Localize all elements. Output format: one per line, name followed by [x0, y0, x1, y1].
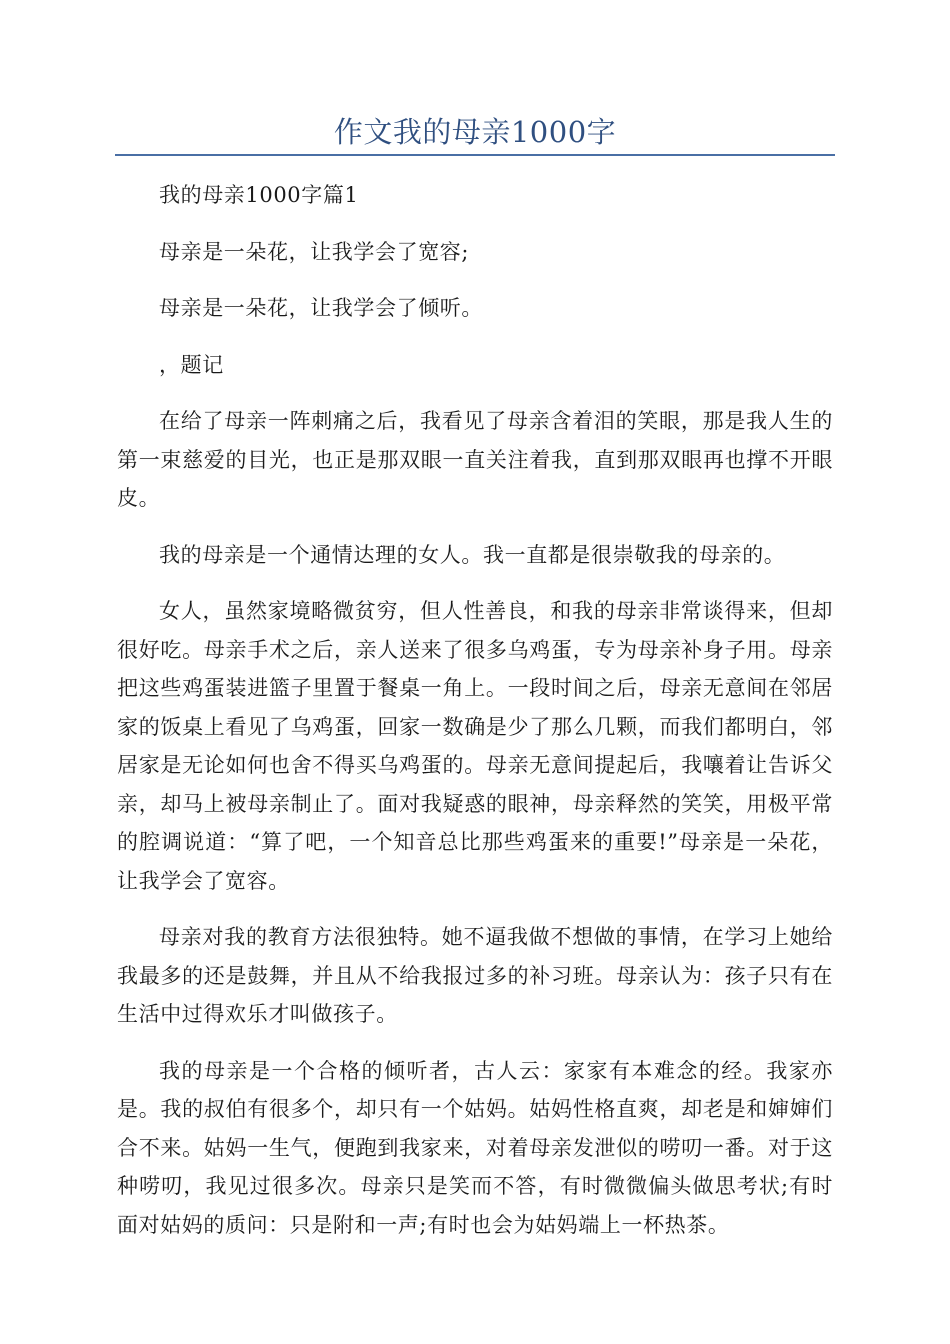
- paragraph: 母亲对我的教育方法很独特。她不逼我做不想做的事情，在学习上她给我最多的还是鼓舞，并且从不给我报过多的补习班。母亲认为：孩子只有在生活中过得欢乐才叫做孩子。: [117, 925, 833, 1026]
- paragraph: ，题记: [159, 352, 224, 377]
- title-underline: [115, 154, 835, 156]
- paragraph-heading: 我的母亲1000字篇1: [159, 183, 359, 207]
- paragraph: 我的母亲是一个通情达理的女人。我一直都是很崇敬我的母亲的。: [159, 542, 786, 567]
- paragraph: 女人，虽然家境略微贫穷，但人性善良，和我的母亲非常谈得来，但却很好吃。母亲手术之后，亲人送来了很多乌鸡蛋，专为母亲补身子用。母亲把这些鸡蛋装进篮子里置于餐桌一角上。一段时间之后，母亲无意间在邻居家的饭桌上看见了乌鸡蛋，回家一数确是少了那么几颗，而我们都明白，邻居家是无论如何也舍不得买乌鸡蛋的。母亲无意间提起后，我嚷着让告诉父亲，却马上被母亲制止了。面对我疑惑的眼神，母亲释然的笑笑，用极平常的腔调说道：“算了吧，一个知音总比那些鸡蛋来的重要!”母亲是一朵花，让我学会了宽容。: [117, 599, 833, 893]
- paragraph: 我的母亲是一个合格的倾听者，古人云：家家有本难念的经。我家亦是。我的叔伯有很多个，却只有一个姑妈。姑妈性格直爽，却老是和婶婶们合不来。姑妈一生气，便跑到我家来，对着母亲发泄似的唠叨一番。对于这种唠叨，我见过很多次。母亲只是笑而不答，有时微微偏头做思考状;有时面对姑妈的质问：只是附和一声;有时也会为姑妈端上一杯热茶。: [117, 1058, 833, 1237]
- document-title: 作文我的母亲1000字: [333, 115, 617, 149]
- paragraph: 母亲是一朵花，让我学会了倾听。: [159, 296, 483, 320]
- paragraph: 在给了母亲一阵刺痛之后，我看见了母亲含着泪的笑眼，那是我人生的第一束慈爱的目光，也正是那双眼一直关注着我，直到那双眼再也撑不开眼皮。: [117, 409, 833, 510]
- paragraph: 母亲是一朵花，让我学会了宽容;: [159, 239, 470, 264]
- document-body: [117, 176, 833, 1262]
